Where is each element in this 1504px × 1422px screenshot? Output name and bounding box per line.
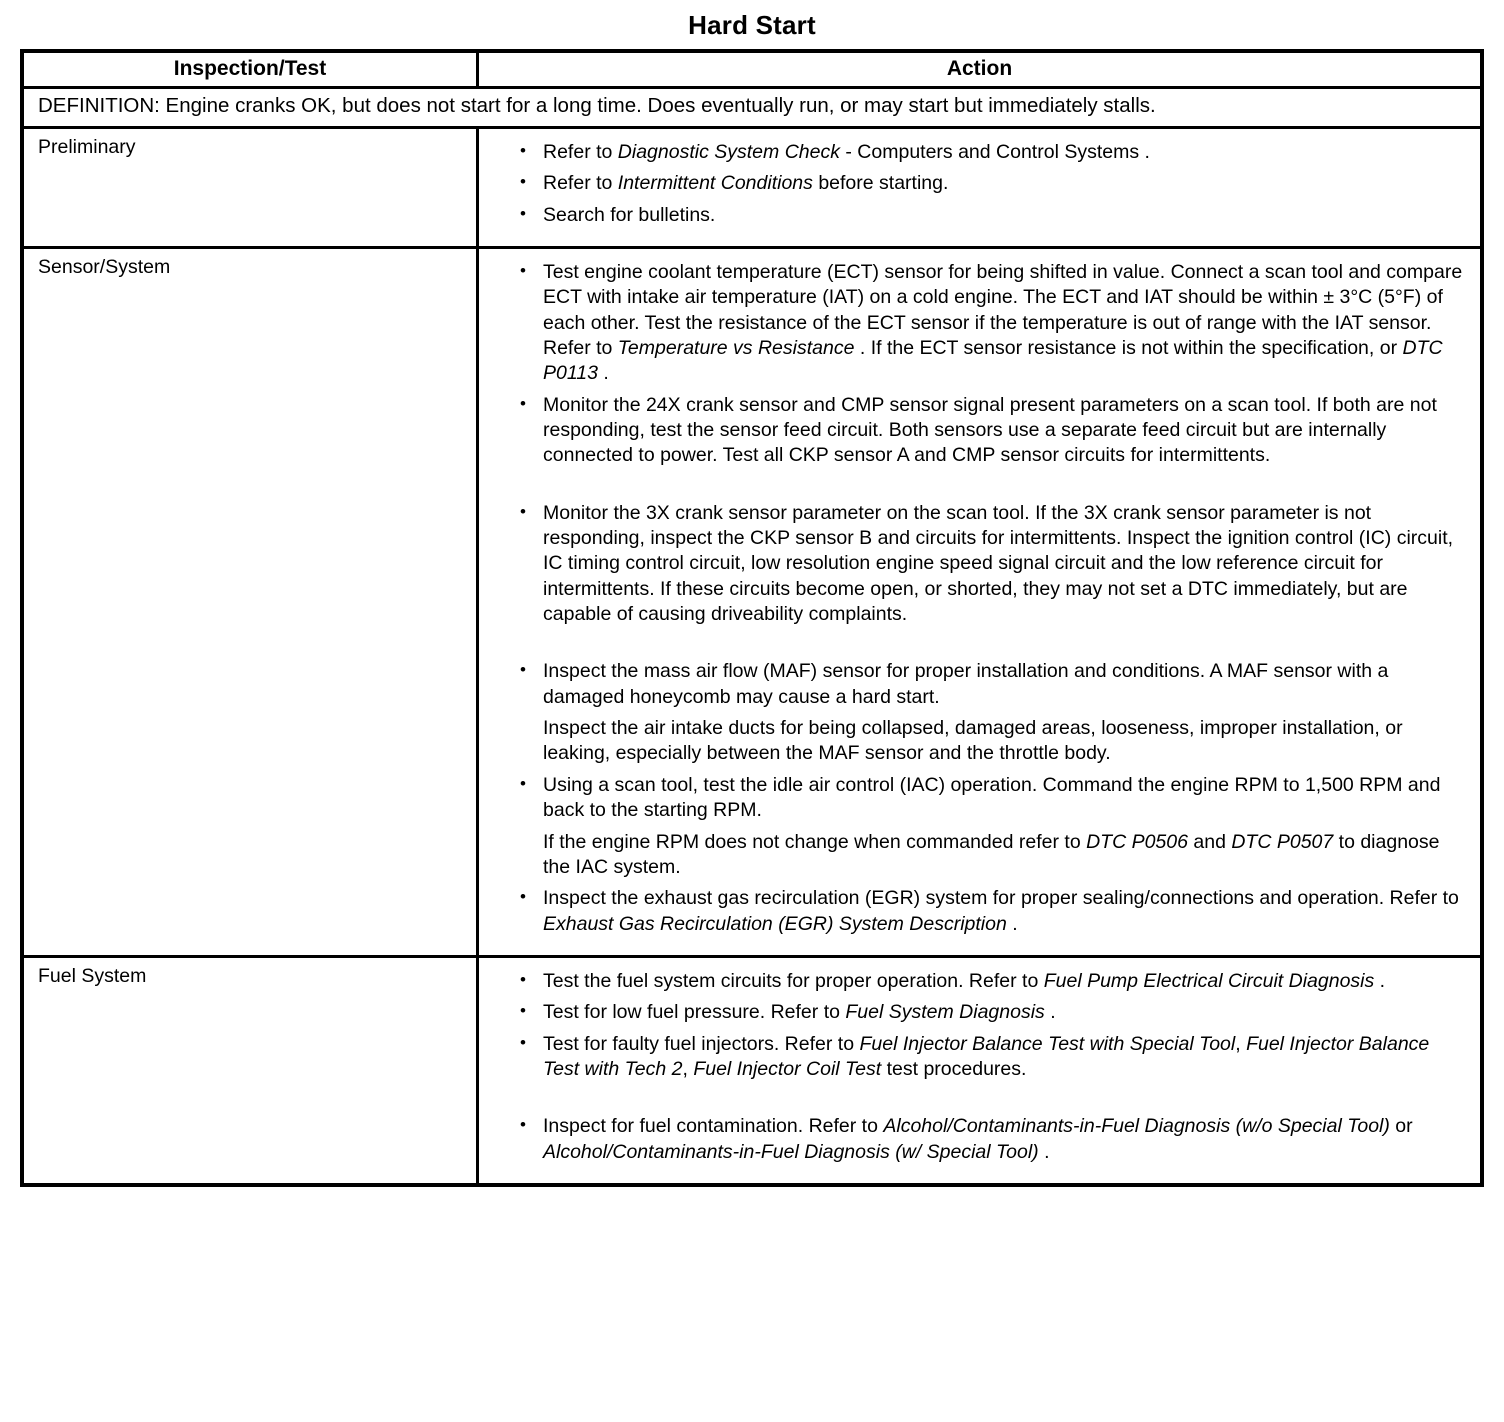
body-text: Inspect the air intake ducts for being collapsed, damaged areas, looseness, improper installation, or leaking, especially between the MAF sensor and the throttle body. — [543, 717, 1403, 765]
action-bullet-item — [489, 140, 1472, 165]
reference-italic-text: Alcohol/Contaminants-in-Fuel Diagnosis (w/ Special Tool) — [543, 1140, 1039, 1163]
bullet-icon: • — [520, 172, 526, 192]
action-cell — [478, 247, 1483, 956]
action-text — [535, 393, 1472, 469]
body-text: . — [597, 362, 609, 385]
bullet-icon: • — [520, 203, 526, 223]
action-bullet-item — [489, 773, 1472, 824]
table-header — [22, 51, 1482, 127]
reference-italic-text: Fuel System Diagnosis — [845, 1001, 1045, 1024]
body-text: Inspect the exhaust gas recirculation (EGR) system for proper sealing/connections and operation. Refer to — [543, 887, 1459, 910]
action-text — [535, 1000, 1472, 1025]
action-text — [535, 716, 1472, 767]
body-text: Refer to — [543, 140, 618, 163]
reference-italic-text: DTC P0507 — [1231, 830, 1334, 853]
reference-italic-text: Fuel Injector Coil Test — [693, 1057, 882, 1080]
body-text: Test for low fuel pressure. Refer to — [543, 1001, 846, 1024]
bullet-icon: • — [520, 1032, 526, 1052]
action-text — [535, 659, 1472, 710]
body-text: and — [1187, 830, 1232, 853]
body-text: . — [1044, 1001, 1056, 1024]
action-bullet-item — [489, 260, 1472, 387]
header-inspection-test: Inspection/Test — [22, 51, 478, 88]
reference-italic-text: Fuel Injector Balance Test with Tech 2 — [543, 1032, 1430, 1080]
diagnostic-table — [20, 49, 1484, 1187]
body-text: Test the fuel system circuits for proper operation. Refer to — [543, 969, 1044, 992]
bullet-icon: • — [520, 1001, 526, 1021]
reference-italic-text: Exhaust Gas Recirculation (EGR) System Description — [543, 912, 1007, 935]
reference-italic-text: Intermittent Conditions — [617, 172, 813, 195]
page-title: Hard Start — [688, 10, 816, 40]
inspection-test-cell: Preliminary — [22, 127, 478, 247]
action-text — [535, 501, 1472, 628]
definition-row — [22, 88, 1482, 128]
body-text: Test engine coolant temperature (ECT) sensor for being shifted in value. Connect a scan tool and compare ECT with intake air temperature (IAT) on a cold engine. The ECT and IAT should be within ± 3°C (5°F) of each other. Test the resistance of the ECT sensor if the temperature is out of range with the IAT sensor. Refer to — [543, 260, 1463, 359]
reference-italic-text: Temperature vs Resistance — [617, 337, 855, 359]
body-text: Monitor the 3X crank sensor parameter on the scan tool. If the 3X crank sensor parameter is not responding, inspect the CKP sensor B and circuits for intermittents. Inspect the ignition control (IC) circuit, IC timing control circuit, low resolution engine speed signal circuit and the low reference circuit for intermittents. If these circuits become open, or shorted, they may not set a DTC immediately, but are capable of causing driveability complaints. — [543, 501, 1454, 626]
body-text: Test for faulty fuel injectors. Refer to — [543, 1032, 860, 1055]
bullet-icon: • — [520, 969, 526, 989]
body-text: . — [1006, 912, 1018, 935]
body-text: to diagnose the IAC system. — [543, 830, 1440, 878]
body-text: - Computers and Control Systems . — [839, 140, 1150, 163]
header-action: Action — [478, 51, 1483, 88]
action-text — [535, 1032, 1472, 1083]
inspection-test-cell: Fuel System — [22, 956, 478, 1185]
inspection-test-cell: Sensor/System — [22, 247, 478, 956]
table-row — [22, 247, 1482, 956]
body-text: . If the ECT sensor resistance is not within the specification, or — [854, 337, 1403, 359]
action-text — [535, 203, 1472, 228]
reference-italic-text: Fuel Injector Balance Test with Special Tool — [859, 1032, 1236, 1055]
action-text — [535, 886, 1472, 937]
body-text: . — [1374, 969, 1386, 992]
definition-text: DEFINITION: Engine cranks OK, but does not start for a long time. Does eventually run, or may start but immediately stalls. — [22, 88, 1482, 128]
body-text: Using a scan tool, test the idle air control (IAC) operation. Command the engine RPM to 1,500 RPM and back to the starting RPM. — [543, 773, 1441, 822]
action-bullet-item — [489, 1032, 1472, 1083]
action-cell — [478, 127, 1483, 247]
bullet-icon: • — [520, 1115, 526, 1135]
action-text — [535, 969, 1472, 994]
body-text: Inspect for fuel contamination. Refer to — [543, 1115, 884, 1138]
body-text: test procedures. — [881, 1057, 1027, 1080]
body-text: Search for bulletins. — [543, 203, 716, 226]
table-body — [22, 127, 1482, 1185]
action-bullet-item — [489, 886, 1472, 937]
bullet-icon: • — [520, 660, 526, 680]
action-bullet-item — [489, 171, 1472, 196]
body-text: If the engine RPM does not change when commanded refer to — [543, 830, 1087, 853]
action-cell — [478, 956, 1483, 1185]
action-text — [535, 140, 1472, 165]
body-text: Refer to — [543, 172, 618, 195]
action-bullet-item — [489, 969, 1472, 994]
reference-italic-text: Diagnostic System Check — [617, 140, 840, 163]
action-bullet-item — [489, 393, 1472, 469]
action-text — [535, 1114, 1472, 1165]
table-row — [22, 127, 1482, 247]
bullet-icon: • — [520, 501, 526, 521]
body-text: , — [682, 1057, 694, 1080]
body-text: , — [1235, 1032, 1247, 1055]
reference-italic-text: DTC P0506 — [1086, 830, 1188, 853]
action-bullet-item — [489, 1000, 1472, 1025]
table-row — [22, 956, 1482, 1185]
action-text — [535, 260, 1472, 387]
bullet-icon: • — [520, 887, 526, 907]
reference-italic-text: Fuel Pump Electrical Circuit Diagnosis — [1043, 969, 1375, 992]
bullet-icon: • — [520, 260, 526, 280]
action-continuation — [489, 830, 1472, 881]
action-continuation — [489, 716, 1472, 767]
bullet-icon: • — [520, 773, 526, 793]
action-text — [535, 171, 1472, 196]
reference-italic-text: DTC P0113 — [543, 337, 1443, 385]
body-text: . — [1038, 1140, 1050, 1163]
body-text: Inspect the mass air flow (MAF) sensor for proper installation and conditions. A MAF sensor with a damaged honeycomb may cause a hard start. — [543, 660, 1389, 708]
header-row — [22, 51, 1482, 88]
bullet-icon: • — [520, 140, 526, 160]
action-bullet-item — [489, 203, 1472, 228]
action-bullet-item — [489, 659, 1472, 710]
bullet-icon: • — [520, 393, 526, 413]
action-bullet-item — [489, 501, 1472, 628]
action-text — [535, 830, 1472, 881]
body-text: before starting. — [812, 172, 949, 195]
body-text: or — [1389, 1115, 1413, 1138]
action-bullet-item — [489, 1114, 1472, 1165]
body-text: Monitor the 24X crank sensor and CMP sensor signal present parameters on a scan tool. If both are not responding, test the sensor feed circuit. Both sensors use a separate feed circuit but are internally connected to power. Test all CKP sensor A and CMP sensor circuits for intermittents. — [543, 393, 1437, 467]
action-text — [535, 773, 1472, 824]
reference-italic-text: Alcohol/Contaminants-in-Fuel Diagnosis (w/o Special Tool) — [883, 1115, 1390, 1138]
